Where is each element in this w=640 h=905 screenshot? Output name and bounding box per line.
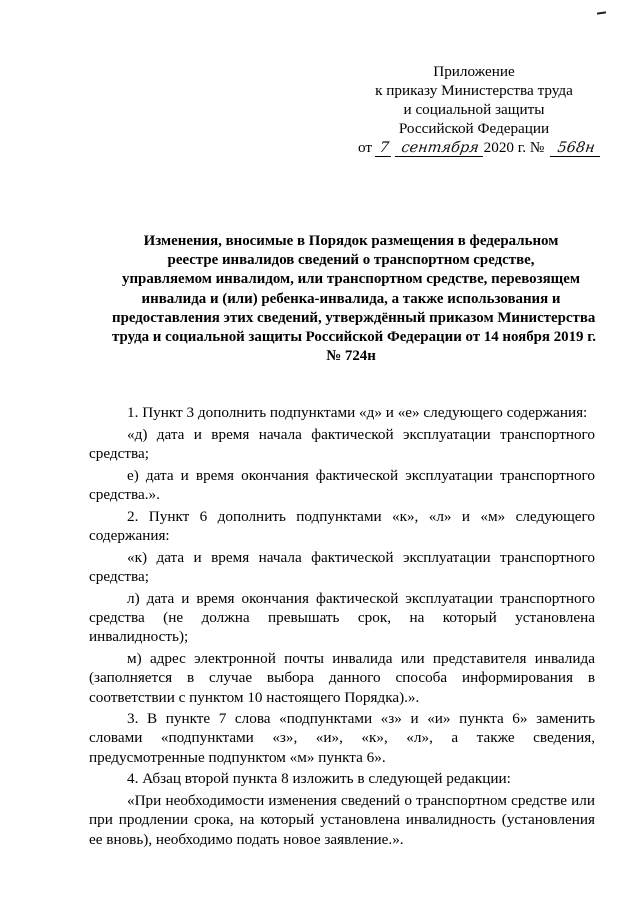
paragraph: «к) дата и время начала фактической эксплуатации транспортного средства; bbox=[89, 548, 595, 585]
handwritten-day: 7 bbox=[375, 141, 393, 157]
order-reference bbox=[358, 138, 597, 157]
title-line: предоставления этих сведений, утверждённый приказом Министерства bbox=[112, 309, 596, 326]
appendix-line: Российской Федерации bbox=[398, 120, 550, 137]
paragraph: 2. Пункт 6 дополнить подпунктами «к», «л» и «м» следующего содержания: bbox=[89, 507, 595, 544]
appendix-header bbox=[358, 62, 597, 157]
paragraph: «д) дата и время начала фактической эксплуатации транспортного средства; bbox=[89, 425, 595, 462]
handwritten-order-number: 568н bbox=[550, 141, 602, 157]
appendix-line: Приложение bbox=[433, 63, 515, 80]
paragraph: 4. Абзац второй пункта 8 изложить в следующей редакции: bbox=[127, 770, 511, 788]
title-line: труда и социальной защиты Российской Федерации от 14 ноября 2019 г. bbox=[112, 329, 597, 346]
appendix-line: и социальной защиты bbox=[403, 101, 545, 118]
paragraph: 1. Пункт 3 дополнить подпунктами «д» и «е» следующего содержания: bbox=[127, 404, 588, 421]
paragraph: «При необходимости изменения сведений о транспортном средстве или при продлении срока, на который установлена инвалидность (установления ее вновь), необходимо подать новое заявление.». bbox=[89, 792, 595, 848]
paragraph: м) адрес электронной почты инвалида или представителя инвалида (заполняется в случае выбора данного способа информирования в соответствии с пунктом 10 настоящего Порядка).». bbox=[89, 649, 595, 706]
document-body bbox=[89, 403, 595, 851]
title-line: реестре инвалидов сведений о транспортном средстве, bbox=[167, 252, 535, 269]
order-prefix: от bbox=[358, 139, 373, 156]
paragraph: 3. В пункте 7 слова «подпунктами «з» и «и» пункта 6» заменить словами «подпунктами «з», «и», «к», «л», а также сведения, предусмотренные подпунктом «м» пункта 6». bbox=[89, 710, 595, 766]
stray-pen-mark bbox=[597, 11, 606, 14]
title-line: управляемом инвалидом, или транспортном средстве, перевозящем bbox=[122, 271, 580, 288]
paragraph: е) дата и время окончания фактической эксплуатации транспортного средства.». bbox=[89, 466, 595, 503]
appendix-line: к приказу Министерства труда bbox=[375, 82, 573, 99]
paragraph: л) дата и время окончания фактической эксплуатации транспортного средства (не должна превышать срок, на который установлена инвалидность); bbox=[89, 589, 595, 646]
order-year: 2020 г. № bbox=[483, 139, 545, 156]
title-line: инвалида и (или) ребенка-инвалида, а также использования и bbox=[141, 290, 561, 307]
title-line: № 724н bbox=[326, 348, 376, 365]
document-title bbox=[112, 232, 597, 366]
handwritten-month: сентября bbox=[395, 141, 485, 157]
title-line: Изменения, вносимые в Порядок размещения в федеральном bbox=[143, 233, 559, 249]
